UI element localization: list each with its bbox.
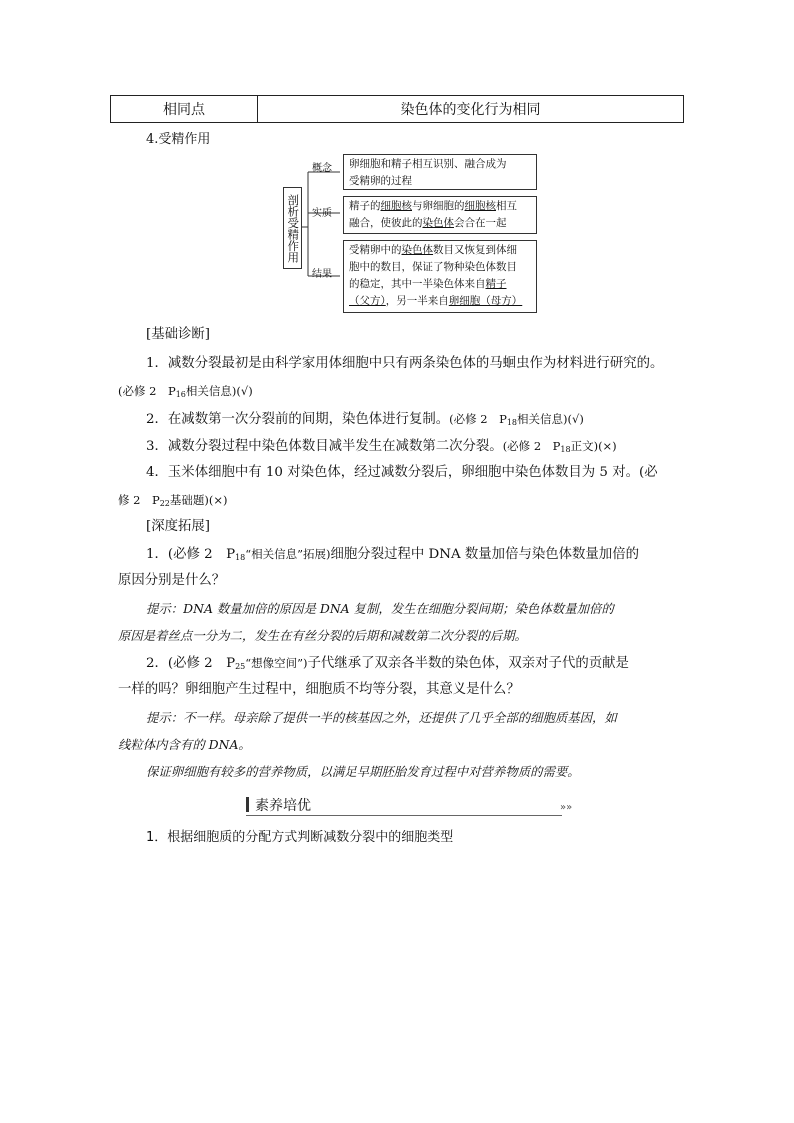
result-text-line-2: 胞中的数目，保证了物种染色体数目 bbox=[349, 261, 517, 273]
diagram-center-label: 剖析受精作用 bbox=[283, 187, 302, 269]
table-cell-header: 相同点 bbox=[111, 96, 258, 122]
banner-rule bbox=[246, 815, 562, 816]
branch-label-essence: 实质 bbox=[312, 208, 332, 219]
concept-text-line-1: 卵细胞和精子相互识别、融合成为 bbox=[349, 158, 507, 170]
final-item: 1．根据细胞质的分配方式判断减数分裂中的细胞类型 bbox=[146, 830, 454, 845]
deep-a2-line-1: 提示：不一样。母亲除了提供一半的核基因之外，还提供了几乎全部的细胞质基因，如 bbox=[146, 710, 617, 725]
basic-q3: 3．减数分裂过程中染色体数目减半发生在减数第二次分裂。(必修 2 $P_{18}$正文)(×) bbox=[146, 439, 617, 454]
deep-q2: 2．(必修 2 $P_{25}“$想像空间”)子代继承了双亲各半数的染色体，双亲对子代的贡献是 bbox=[146, 656, 629, 671]
deep-a1-line-2: 原因是着丝点一分为二，发生在有丝分裂的后期和减数第二次分裂的后期。 bbox=[118, 628, 527, 643]
deep-q2-cont: 一样的吗？卵细胞产生过程中，细胞质不均等分裂，其意义是什么？ bbox=[118, 682, 520, 697]
essence-text-line-2: 融合，使彼此的染色体会合在一起 bbox=[349, 217, 507, 229]
section-banner bbox=[246, 794, 576, 816]
deep-a1-line-1: 提示：DNA 数量加倍的原因是 DNA 复制，发生在细胞分裂间期；染色体数量加倍的 bbox=[146, 601, 614, 616]
basic-q1: 1．减数分裂最初是由科学家用体细胞中只有两条染色体的马蛔虫作为材料进行研究的。 bbox=[146, 356, 664, 371]
deep-a2-line-2: 线粒体内含有的 DNA。 bbox=[118, 737, 251, 752]
deep-q1: 1．(必修 2 $P_{18}“$相关信息”拓展)细胞分裂过程中 DNA 数量加倍与染色体数量加倍的 bbox=[146, 547, 639, 562]
branch-label-concept: 概念 bbox=[312, 163, 332, 174]
deep-q1-cont: 原因分别是什么？ bbox=[118, 573, 226, 588]
deep-header: [深度拓展] bbox=[146, 519, 211, 534]
essence-text-line-1: 精子的细胞核与卵细胞的细胞核相互 bbox=[349, 200, 517, 212]
result-text-line-3: 的稳定，其中一半染色体来自精子 bbox=[349, 278, 507, 290]
concept-box bbox=[343, 154, 537, 190]
basic-header: [基础诊断] bbox=[146, 327, 211, 342]
basic-q4: 4．玉米体细胞中有 10 对染色体，经过减数分裂后，卵细胞中染色体数目为 5 对。(必 bbox=[146, 465, 658, 480]
section-title: 4.受精作用 bbox=[146, 132, 211, 147]
result-box bbox=[343, 240, 537, 313]
branch-label-result: 结果 bbox=[312, 269, 332, 280]
concept-text-line-2: 受精卵的过程 bbox=[349, 175, 412, 187]
comparison-table-row bbox=[110, 95, 684, 123]
banner-title: 素养培优 bbox=[255, 798, 311, 814]
table-cell-value: 染色体的变化行为相同 bbox=[400, 102, 541, 118]
double-chevron-icon: »» bbox=[560, 802, 573, 813]
deep-a2-line-3: 保证卵细胞有较多的营养物质，以满足早期胚胎发育过程中对营养物质的需要。 bbox=[146, 764, 580, 779]
essence-box bbox=[343, 196, 537, 234]
basic-q4-ref: 修 2 $P_{22}$基础题)(×) bbox=[118, 493, 228, 508]
basic-q1-ref: (必修 2 $P_{16}$相关信息)(√) bbox=[118, 384, 253, 399]
result-text-line-4: （父方），另一半来自卵细胞（母方） bbox=[349, 295, 523, 307]
result-text-line-1: 受精卵中的染色体数目又恢复到体细 bbox=[349, 244, 517, 256]
banner-bar bbox=[246, 797, 249, 812]
basic-q2: 2．在减数第一次分裂前的间期，染色体进行复制。(必修 2 $P_{18}$相关信息)(√) bbox=[146, 412, 584, 427]
